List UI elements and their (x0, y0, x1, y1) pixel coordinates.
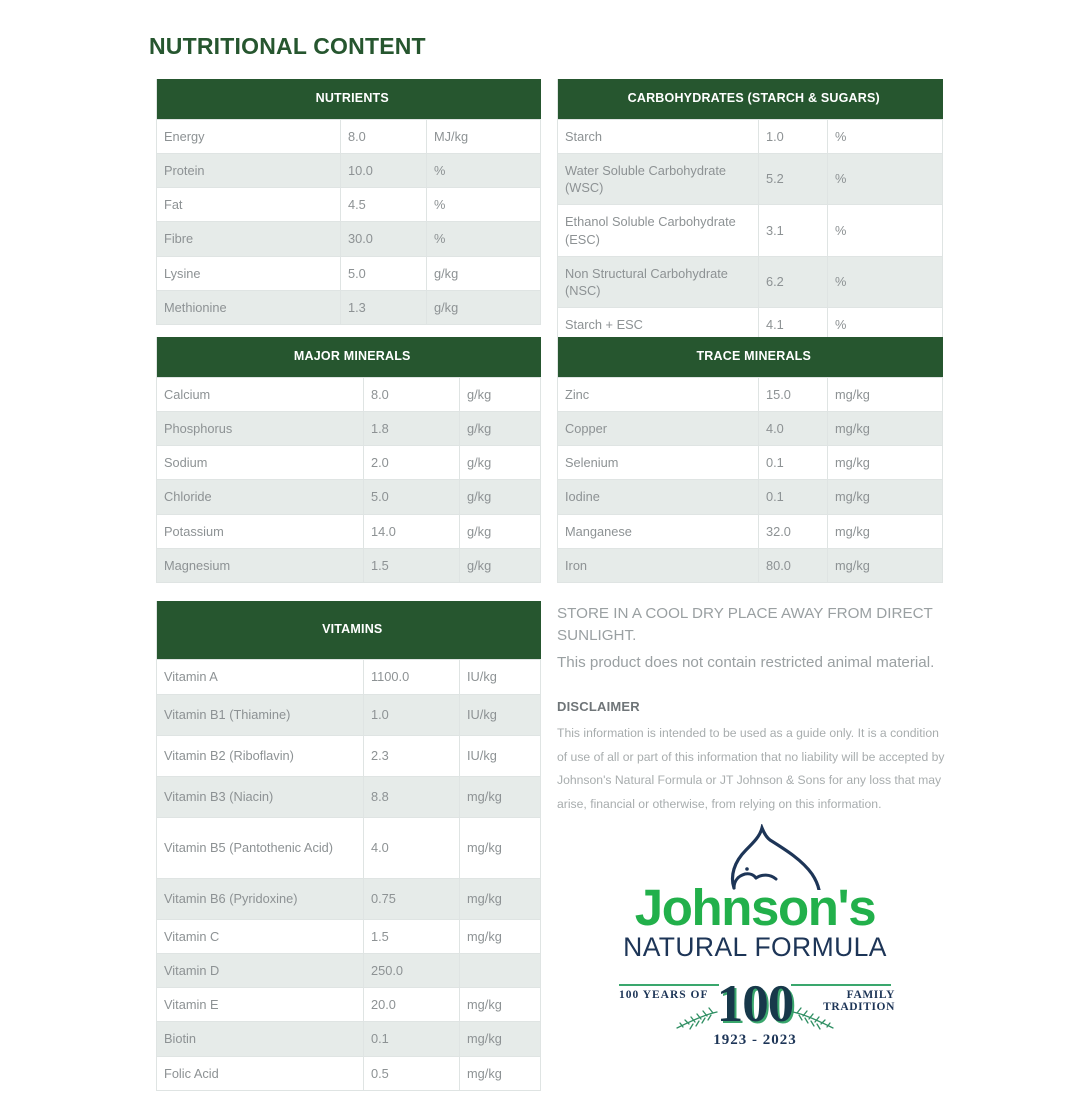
row-label: Vitamin C (157, 919, 364, 953)
table-title: NUTRIENTS (157, 79, 541, 119)
table-row (157, 480, 541, 514)
row-value: 250.0 (364, 953, 460, 987)
table-row (157, 776, 541, 817)
table-row (558, 548, 943, 582)
table-header-major-minerals (157, 337, 541, 377)
table-header-nutrients (157, 79, 541, 119)
row-label: Iodine (558, 480, 759, 514)
row-value: 0.1 (759, 480, 828, 514)
table-row (558, 205, 943, 257)
table-row (157, 919, 541, 953)
storage-text: STORE IN A COOL DRY PLACE AWAY FROM DIRECT SUNLIGHT. (557, 605, 933, 644)
table-carbohydrates (557, 79, 943, 343)
row-value: 14.0 (364, 514, 460, 548)
row-unit: mg/kg (828, 411, 943, 445)
disclaimer-body: This information is intended to be used as a guide only. It is a condition of use of all or part of this information that no liability will be accepted by Johnson's Natural Formula or JT Johnson & Sons for any loss that may arise, financial or otherwise, from relying on this information. (557, 726, 945, 811)
row-label: Water Soluble Carbohydrate (WSC) (558, 153, 759, 205)
row-unit: g/kg (460, 480, 541, 514)
row-label: Vitamin B6 (Pyridoxine) (157, 878, 364, 919)
row-label: Vitamin E (157, 988, 364, 1022)
row-unit: mg/kg (460, 817, 541, 878)
page-title: NUTRITIONAL CONTENT (149, 33, 426, 59)
row-value: 5.2 (759, 153, 828, 205)
table-title: VITAMINS (157, 601, 541, 659)
row-unit: % (427, 188, 541, 222)
table-trace-minerals (557, 337, 943, 583)
row-label: Protein (157, 153, 341, 187)
row-value: 80.0 (759, 548, 828, 582)
row-unit: g/kg (460, 548, 541, 582)
row-value: 2.3 (364, 735, 460, 776)
disclaimer-title: DISCLAIMER (557, 699, 640, 714)
row-value: 2.0 (364, 446, 460, 480)
row-unit: g/kg (460, 411, 541, 445)
row-label: Chloride (157, 480, 364, 514)
row-value: 1.3 (341, 290, 427, 324)
wheat-sprig-right-icon (791, 1006, 837, 1032)
row-value: 1100.0 (364, 659, 460, 694)
table-row (157, 119, 541, 153)
table-row (157, 514, 541, 548)
row-value: 15.0 (759, 377, 828, 411)
row-label: Copper (558, 411, 759, 445)
row-value: 20.0 (364, 988, 460, 1022)
row-value: 0.5 (364, 1056, 460, 1090)
row-unit: g/kg (460, 514, 541, 548)
row-unit: mg/kg (828, 548, 943, 582)
storage-info (557, 603, 947, 674)
table-row (558, 119, 943, 153)
row-label: Energy (157, 119, 341, 153)
row-value: 1.5 (364, 548, 460, 582)
row-label: Fat (157, 188, 341, 222)
row-label: Vitamin D (157, 953, 364, 987)
table-row (558, 514, 943, 548)
row-value: 1.5 (364, 919, 460, 953)
logo-brand-name: Johnson's (634, 879, 876, 936)
badge-number: 100 (716, 975, 794, 1033)
row-unit: % (828, 119, 943, 153)
table-title: TRACE MINERALS (558, 337, 943, 377)
table-row (558, 446, 943, 480)
row-value: 30.0 (341, 222, 427, 256)
row-value: 0.75 (364, 878, 460, 919)
animal-material-text: This product does not contain restricted animal material. (557, 654, 935, 672)
row-value: 1.0 (759, 119, 828, 153)
row-unit: IU/kg (460, 659, 541, 694)
row-value: 4.0 (364, 817, 460, 878)
row-label: Methionine (157, 290, 341, 324)
badge-left-text: 100 YEARS OF (619, 989, 709, 1001)
table-row (157, 953, 541, 987)
row-label: Potassium (157, 514, 364, 548)
row-value: 4.1 (759, 308, 828, 342)
row-value: 4.5 (341, 188, 427, 222)
row-label: Vitamin B5 (Pantothenic Acid) (157, 817, 364, 878)
table-header-vitamins (157, 601, 541, 659)
table-major-minerals (156, 337, 541, 583)
row-unit: g/kg (427, 290, 541, 324)
row-label: Starch (558, 119, 759, 153)
table-row (157, 1056, 541, 1090)
row-label: Vitamin A (157, 659, 364, 694)
row-value: 8.0 (364, 377, 460, 411)
badge-years: 1923 - 2023 (713, 1032, 797, 1048)
row-unit: mg/kg (828, 514, 943, 548)
row-unit: g/kg (427, 256, 541, 290)
row-value: 0.1 (759, 446, 828, 480)
anniversary-badge (615, 970, 895, 1050)
row-unit: mg/kg (828, 446, 943, 480)
row-unit: g/kg (460, 377, 541, 411)
row-value: 3.1 (759, 205, 828, 257)
table-row (157, 446, 541, 480)
table-row (558, 256, 943, 308)
row-value: 1.0 (364, 694, 460, 735)
table-title: CARBOHYDRATES (STARCH & SUGARS) (558, 79, 943, 119)
row-unit: % (828, 153, 943, 205)
row-value: 4.0 (759, 411, 828, 445)
table-row (157, 377, 541, 411)
table-vitamins (156, 601, 541, 1091)
row-label: Starch + ESC (558, 308, 759, 342)
row-value: 6.2 (759, 256, 828, 308)
row-value: 8.8 (364, 776, 460, 817)
table-title: MAJOR MINERALS (157, 337, 541, 377)
row-unit: mg/kg (828, 377, 943, 411)
row-label: Folic Acid (157, 1056, 364, 1090)
row-label: Iron (558, 548, 759, 582)
row-label: Non Structural Carbohydrate (NSC) (558, 256, 759, 308)
row-unit: % (427, 222, 541, 256)
row-unit: mg/kg (460, 1022, 541, 1056)
row-value: 0.1 (364, 1022, 460, 1056)
row-label: Biotin (157, 1022, 364, 1056)
row-unit: mg/kg (460, 1056, 541, 1090)
row-value: 32.0 (759, 514, 828, 548)
table-row (157, 222, 541, 256)
table-row (558, 480, 943, 514)
row-label: Magnesium (157, 548, 364, 582)
table-row (157, 817, 541, 878)
row-unit: MJ/kg (427, 119, 541, 153)
row-label: Fibre (157, 222, 341, 256)
table-row (157, 988, 541, 1022)
table-row (157, 411, 541, 445)
row-value: 1.8 (364, 411, 460, 445)
row-value: 10.0 (341, 153, 427, 187)
row-label: Vitamin B1 (Thiamine) (157, 694, 364, 735)
row-label: Manganese (558, 514, 759, 548)
row-label: Calcium (157, 377, 364, 411)
table-row (157, 290, 541, 324)
table-row (157, 659, 541, 694)
table-row (558, 377, 943, 411)
row-unit: g/kg (460, 446, 541, 480)
row-label: Vitamin B2 (Riboflavin) (157, 735, 364, 776)
row-unit (460, 953, 541, 987)
row-value: 8.0 (341, 119, 427, 153)
row-label: Selenium (558, 446, 759, 480)
logo-tagline: NATURAL FORMULA (623, 932, 887, 962)
table-row (157, 735, 541, 776)
table-row (157, 188, 541, 222)
table-row (157, 1022, 541, 1056)
table-row (558, 411, 943, 445)
row-unit: mg/kg (828, 480, 943, 514)
row-label: Sodium (157, 446, 364, 480)
table-nutrients (156, 79, 541, 325)
row-unit: IU/kg (460, 735, 541, 776)
row-label: Lysine (157, 256, 341, 290)
table-row (157, 153, 541, 187)
brand-logo (600, 824, 910, 1049)
row-unit: % (828, 308, 943, 342)
row-value: 5.0 (364, 480, 460, 514)
table-header-carbohydrates (558, 79, 943, 119)
row-unit: % (828, 256, 943, 308)
table-row (157, 256, 541, 290)
row-unit: mg/kg (460, 988, 541, 1022)
row-unit: mg/kg (460, 878, 541, 919)
row-label: Zinc (558, 377, 759, 411)
badge-right-text: FAMILY TRADITION (823, 989, 895, 1013)
row-value: 5.0 (341, 256, 427, 290)
row-label: Vitamin B3 (Niacin) (157, 776, 364, 817)
table-row (157, 694, 541, 735)
row-label: Phosphorus (157, 411, 364, 445)
row-unit: mg/kg (460, 776, 541, 817)
row-unit: mg/kg (460, 919, 541, 953)
table-row (558, 153, 943, 205)
row-unit: % (828, 205, 943, 257)
row-label: Ethanol Soluble Carbohydrate (ESC) (558, 205, 759, 257)
row-unit: IU/kg (460, 694, 541, 735)
wheat-sprig-left-icon (673, 1006, 719, 1032)
row-unit: % (427, 153, 541, 187)
table-header-trace-minerals (558, 337, 943, 377)
table-row (157, 548, 541, 582)
table-row (157, 878, 541, 919)
